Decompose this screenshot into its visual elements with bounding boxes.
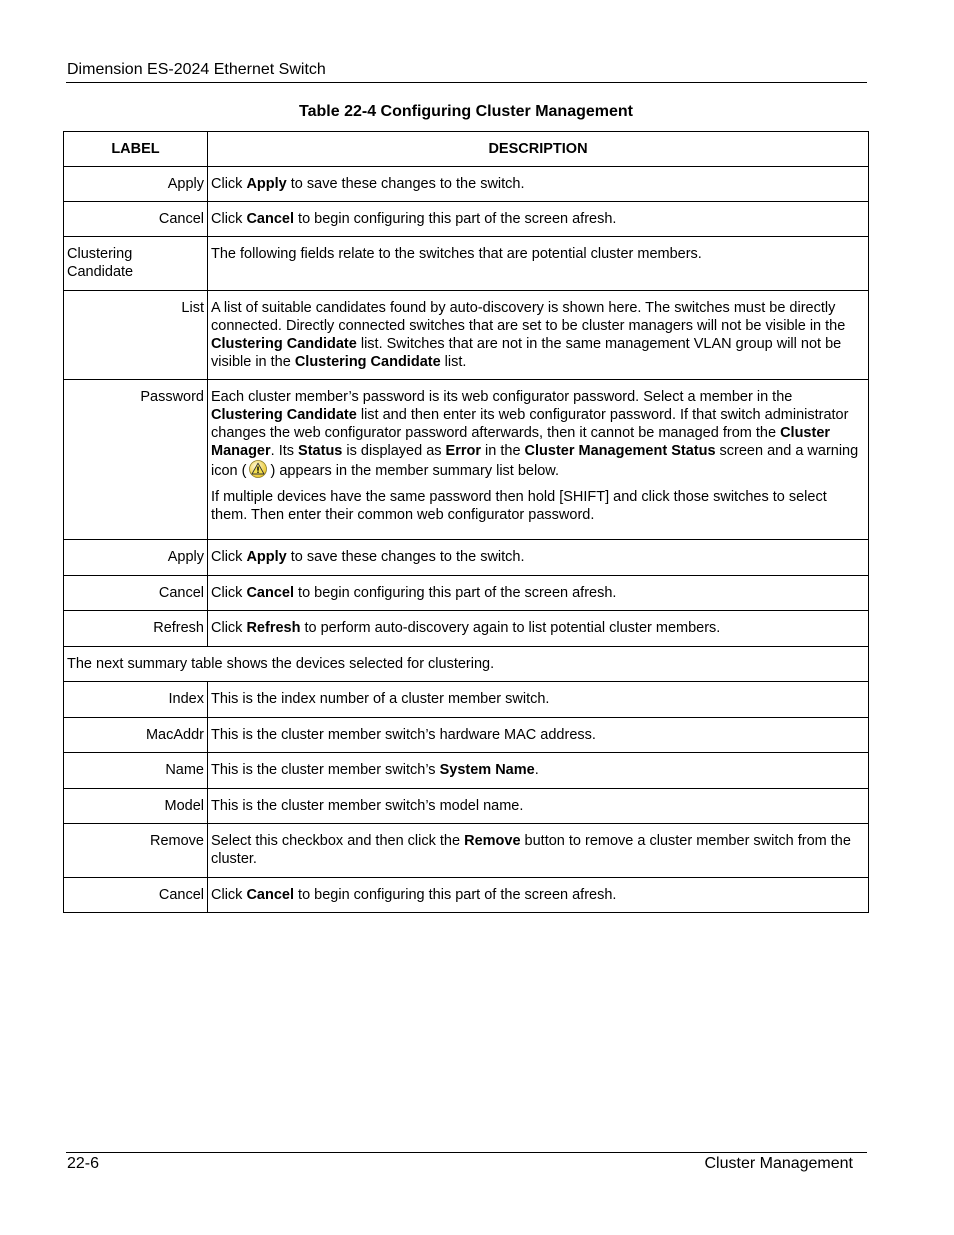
- column-header-description: DESCRIPTION: [208, 132, 869, 167]
- row-label: Apply: [64, 540, 208, 576]
- chapter-title: Cluster Management: [704, 1155, 853, 1172]
- row-label: Clustering Candidate: [64, 237, 208, 291]
- row-description: Click Refresh to perform auto-discovery again to list potential cluster members.: [208, 611, 869, 647]
- row-description: Each cluster member’s password is its web configurator password. Select a member in the Clustering Candidate list and then enter its web configurator password. If that switch administrator changes the web configurator password afterwards, then it cannot be managed from the Cluster Manager. Its Status is displayed as Error in the Cluster Management Status screen and a warning icon ( ) appears in the member summary list below. If multiple devices have the same password then hold [SHIFT] and click those switches to select them. Then enter their common web configurator password.: [208, 380, 869, 540]
- table-row: [64, 611, 869, 647]
- row-description: Click Cancel to begin configuring this part of the screen afresh.: [208, 878, 869, 913]
- row-description: This is the index number of a cluster member switch.: [208, 682, 869, 718]
- summary-note: The next summary table shows the devices selected for clustering.: [64, 647, 869, 682]
- row-description: This is the cluster member switch’s model name.: [208, 789, 869, 824]
- config-table: [63, 131, 869, 913]
- row-description: A list of suitable candidates found by auto-discovery is shown here. The switches must be directly connected. Directly connected switches that are set to be cluster managers will not be visible in the Clustering Candidate list. Switches that are not in the same management VLAN group will not be visible in the Clustering Candidate list.: [208, 291, 869, 380]
- row-label: Password: [64, 380, 208, 540]
- row-label: Refresh: [64, 611, 208, 647]
- table-row: [64, 167, 869, 202]
- row-label: Index: [64, 682, 208, 718]
- table-row: [64, 202, 869, 237]
- table-row: [64, 647, 869, 682]
- row-description: Select this checkbox and then click the Remove button to remove a cluster member switch from the cluster.: [208, 824, 869, 878]
- page-header-title: Dimension ES-2024 Ethernet Switch: [67, 61, 326, 78]
- header-rule: [66, 82, 867, 83]
- row-description: Click Cancel to begin configuring this part of the screen afresh.: [208, 576, 869, 611]
- row-label: Apply: [64, 167, 208, 202]
- row-label: List: [64, 291, 208, 380]
- row-label: Cancel: [64, 878, 208, 913]
- footer-rule: [66, 1152, 867, 1153]
- table-row: [64, 291, 869, 380]
- row-label: Remove: [64, 824, 208, 878]
- row-label: MacAddr: [64, 718, 208, 753]
- table-row: [64, 380, 869, 540]
- row-label: Cancel: [64, 202, 208, 237]
- warning-icon: [248, 460, 268, 478]
- table-row: [64, 718, 869, 753]
- table-row: [64, 682, 869, 718]
- page-number: 22-6: [67, 1155, 100, 1172]
- table-caption: Table 22-4 Configuring Cluster Management: [299, 103, 633, 120]
- table-header-row: [64, 132, 869, 167]
- table-row: [64, 540, 869, 576]
- table-row: [64, 753, 869, 789]
- row-description: This is the cluster member switch’s System Name.: [208, 753, 869, 789]
- row-label: Cancel: [64, 576, 208, 611]
- row-label: Name: [64, 753, 208, 789]
- table-row: [64, 237, 869, 291]
- row-description: The following fields relate to the switches that are potential cluster members.: [208, 237, 869, 291]
- row-description: Click Cancel to begin configuring this part of the screen afresh.: [208, 202, 869, 237]
- column-header-label: LABEL: [64, 132, 208, 167]
- table-row: [64, 878, 869, 913]
- row-description: Click Apply to save these changes to the switch.: [208, 167, 869, 202]
- table-row: [64, 789, 869, 824]
- row-description: This is the cluster member switch’s hardware MAC address.: [208, 718, 869, 753]
- table-row: [64, 576, 869, 611]
- row-label: Model: [64, 789, 208, 824]
- table-row: [64, 824, 869, 878]
- row-description: Click Apply to save these changes to the switch.: [208, 540, 869, 576]
